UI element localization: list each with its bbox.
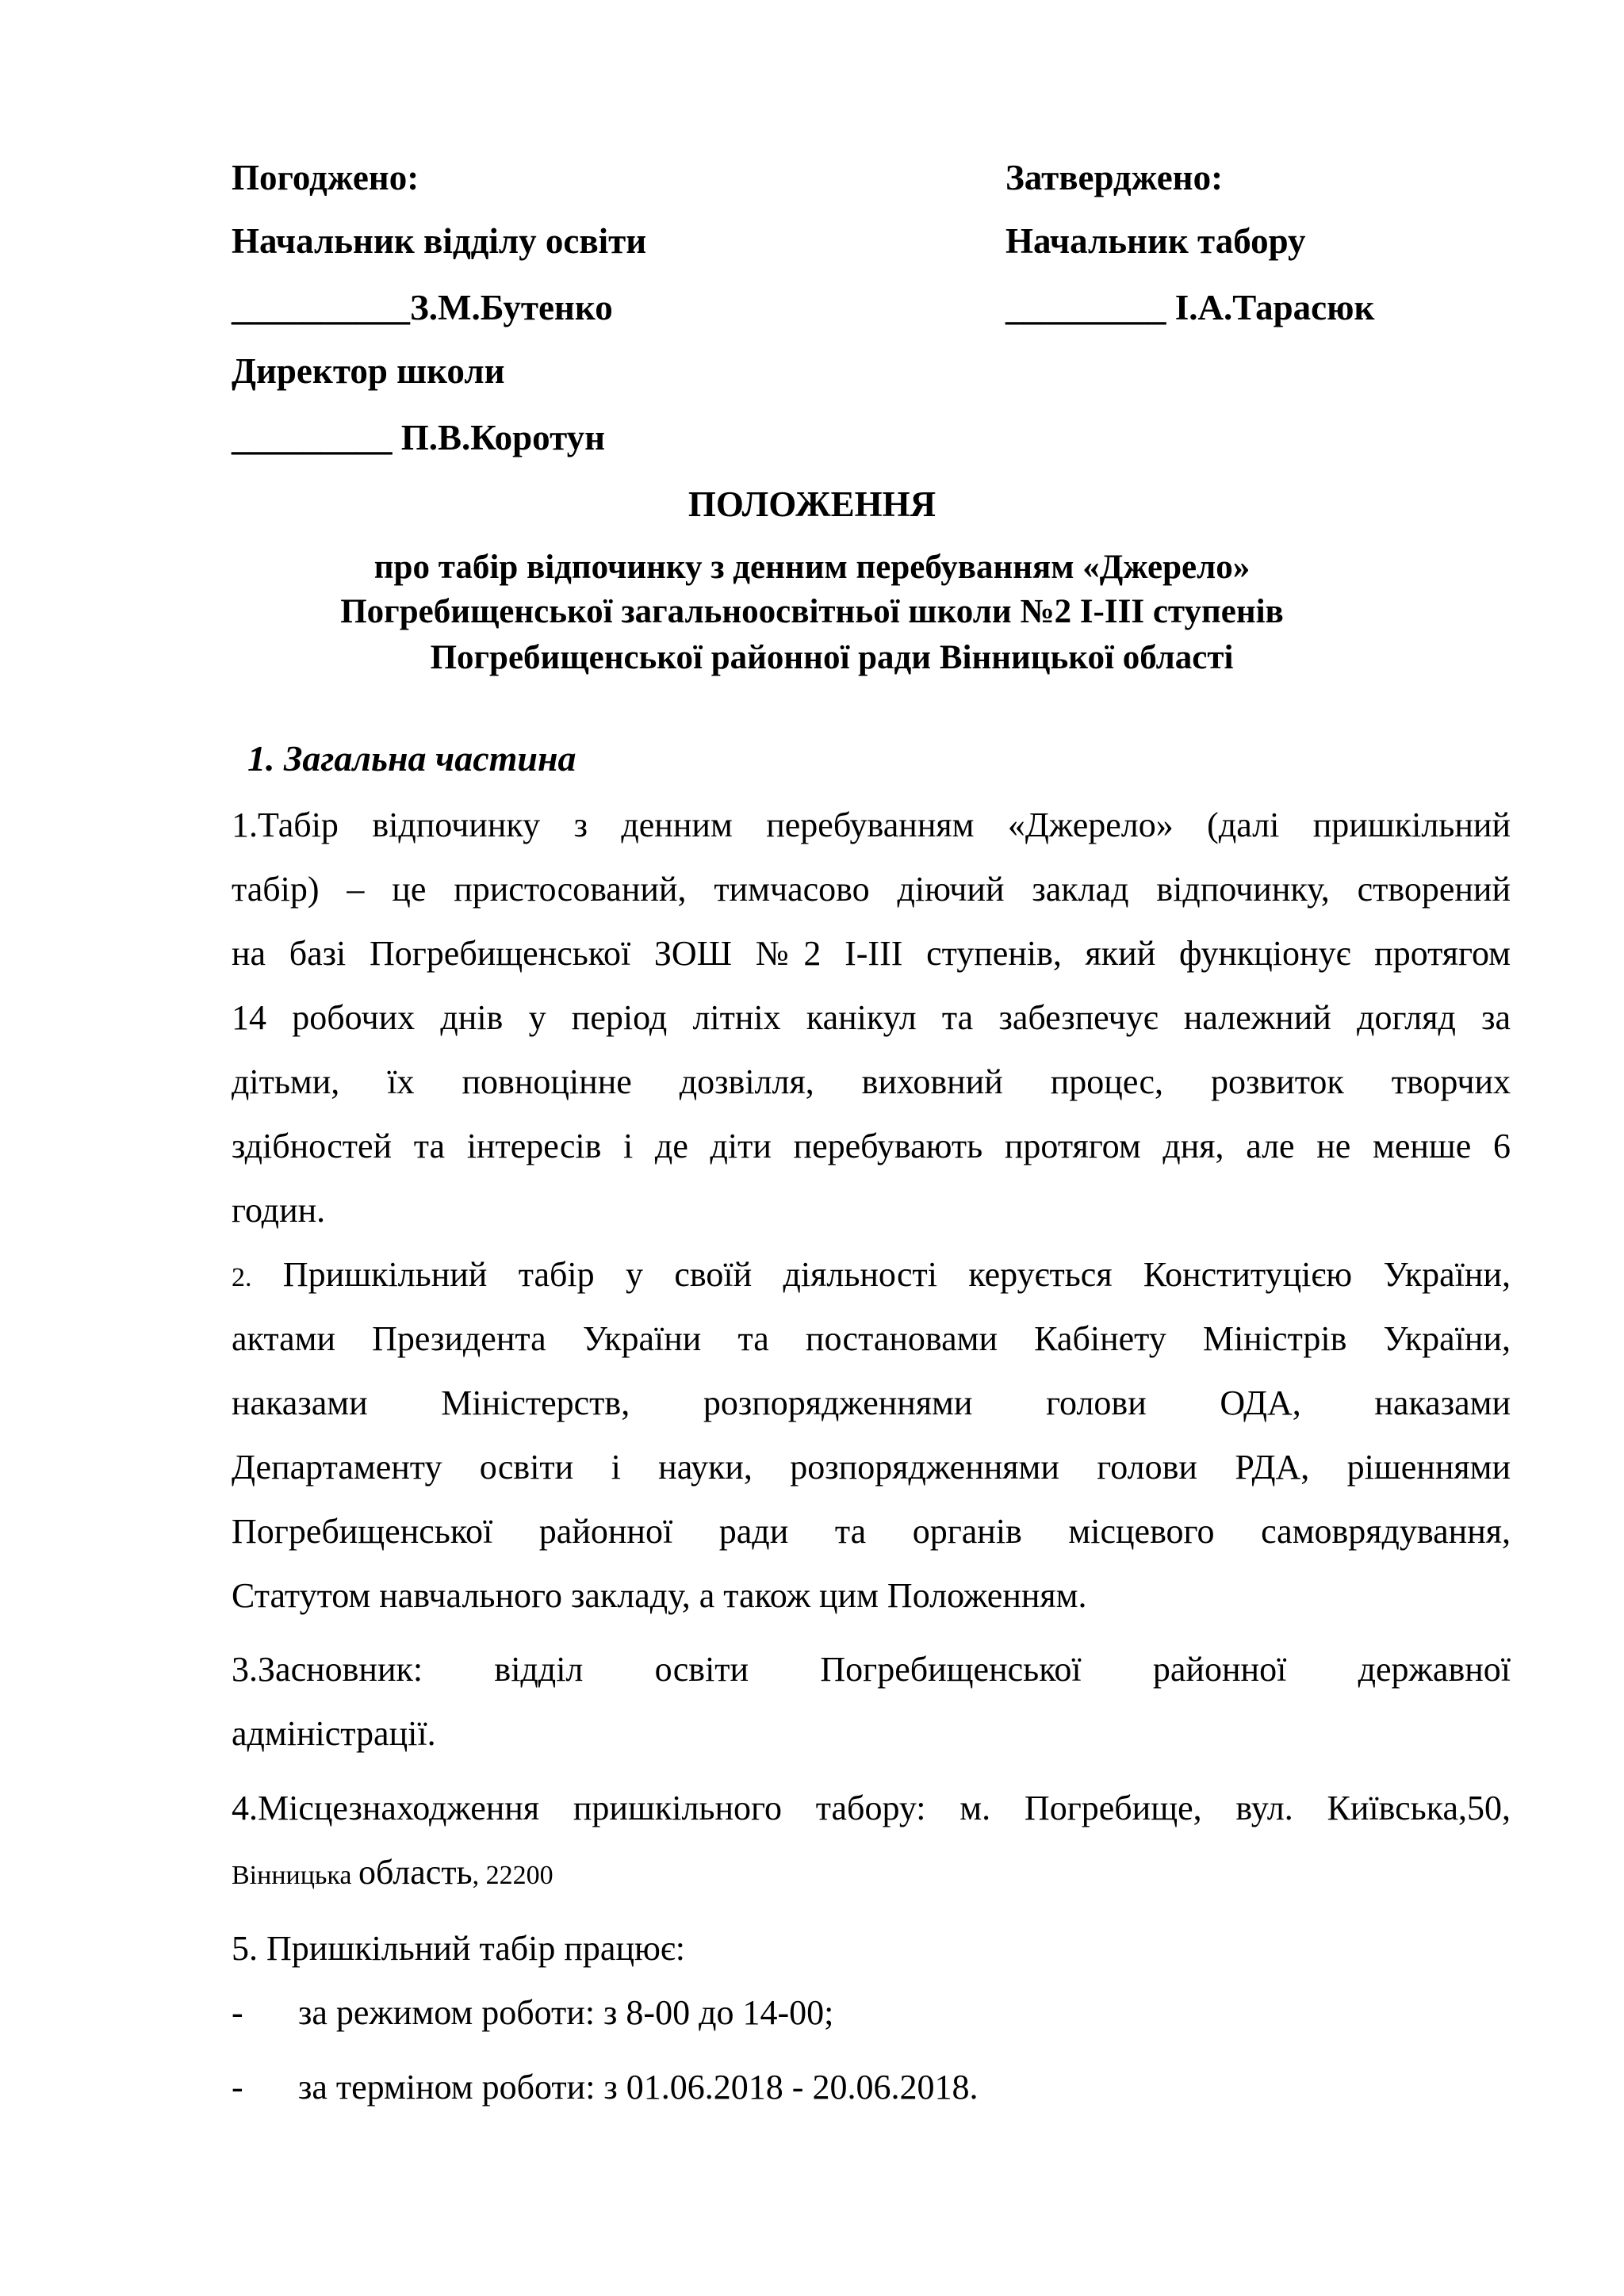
subtitle-line-2: Погребищенської загальноосвітньої школи №2 І-ІІІ ступенів (340, 593, 1284, 630)
section-heading: 1. Загальна частина (247, 738, 576, 779)
list-dash: - (232, 1993, 243, 2032)
director-signature: _________ П.В.Коротун (232, 418, 606, 457)
p4-region-a: Вінницька (232, 1861, 359, 1890)
p4-line: 4.Місцезнаходження пришкільного табору: м. Погребище, вул. Київська,50, (232, 1789, 1511, 1827)
education-head-title: Начальник відділу освіти (232, 221, 647, 261)
list-item (232, 2065, 978, 2110)
p1-line: 14 робочих днів у період літніх канікул та забезпечує належний догляд за (232, 998, 1511, 1037)
p1-line: на базі Погребищенської ЗОШ №2 І-ІІІ ступенів, який функціонує протягом (232, 934, 1511, 973)
p1-line: годин. (232, 1191, 326, 1230)
education-head-signature: __________З.М.Бутенко (232, 288, 613, 327)
p2-line-text: Пришкільний табір у своїй діяльності керується Конституцією України, (251, 1255, 1511, 1294)
p1-line: здібностей та інтересів і де діти перебувають протягом дня, але не менше 6 (232, 1127, 1511, 1165)
p2-line (232, 1242, 1511, 1310)
p5-intro: 5. Пришкільний табір працює: (232, 1929, 685, 1968)
p3-line: адміністрації. (232, 1714, 436, 1753)
p2-line: актами Президента України та постановами Кабінету Міністрів України, (232, 1319, 1511, 1358)
agreed-label: Погоджено: (232, 158, 419, 197)
p2-number: 2. (232, 1263, 252, 1292)
p2-line: Погребищенської районної ради та органів місцевого самоврядування, (232, 1512, 1511, 1551)
p4-region-b: область (358, 1853, 473, 1892)
document-title: ПОЛОЖЕННЯ (688, 484, 936, 524)
p3-line: 3.Засновник: відділ освіти Погребищенської районної державної (232, 1650, 1511, 1689)
p2-line: Департаменту освіти і науки, розпорядженнями голови РДА, рішеннями (232, 1448, 1511, 1487)
p2-line: наказами Міністерств, розпорядженнями голови ОДА, наказами (232, 1383, 1511, 1422)
p4-region-line (232, 1840, 1511, 1908)
list-item (232, 1991, 833, 2035)
subtitle-line-3: Погребищенської районної ради Вінницької області (430, 639, 1234, 676)
p1-line: дітьми, їх повноцінне дозвілля, виховний процес, розвиток творчих (232, 1062, 1511, 1101)
p4-region-c: , 22200 (472, 1861, 553, 1890)
p1-line: 1.Табір відпочинку з денним перебуванням «Джерело» (далі пришкільний (232, 806, 1511, 844)
approved-label: Затверджено: (1005, 158, 1224, 197)
list-item-text: за терміном роботи: з 01.06.2018 - 20.06.2018. (298, 2068, 979, 2107)
list-item-text: за режимом роботи: з 8-00 до 14-00; (298, 1993, 834, 2032)
camp-head-signature: _________ І.А.Тарасюк (1005, 288, 1375, 327)
camp-head-title: Начальник табору (1005, 221, 1306, 261)
director-title: Директор школи (232, 351, 505, 391)
p2-line: Статутом навчального закладу, а також цим Положенням. (232, 1576, 1087, 1615)
subtitle-line-1: про табір відпочинку з денним перебуванням «Джерело» (373, 549, 1251, 586)
p1-line: табір) – це пристосований, тимчасово діючий заклад відпочинку, створений (232, 870, 1511, 909)
list-dash: - (232, 2068, 243, 2107)
